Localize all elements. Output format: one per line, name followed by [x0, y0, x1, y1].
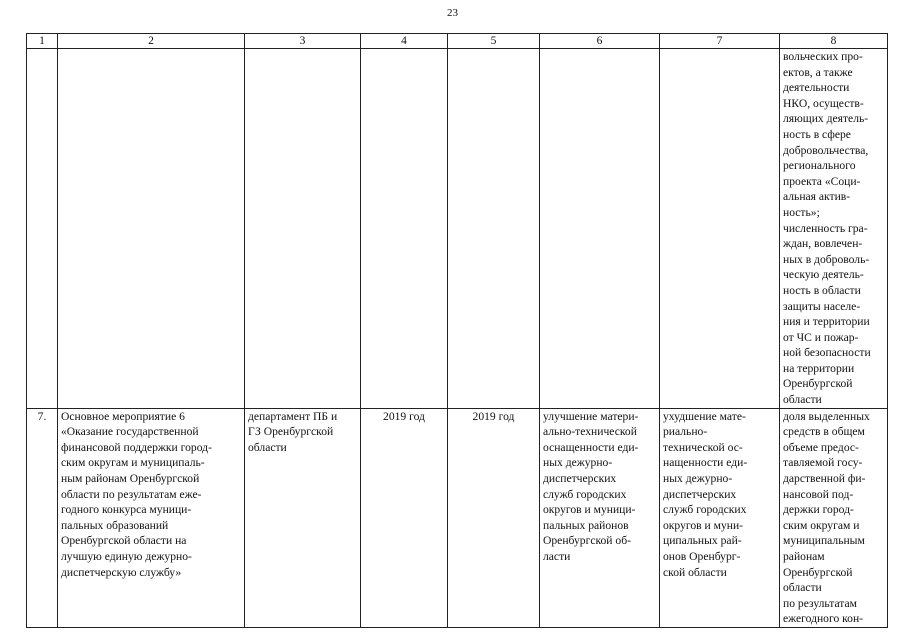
column-header-2: 2 [58, 34, 245, 49]
table-row [27, 408, 888, 627]
start-year-cell [361, 49, 448, 409]
measure-name-cell [58, 49, 245, 409]
column-header-4: 4 [361, 34, 448, 49]
row-number-cell [27, 49, 58, 409]
indicator-cell: вольческих про- ектов, а также деятельности НКО, осуществ- ляющих деятель- ность в сфере добровольчества, регионального проекта «Соци- альная актив- ность»; численность гра- ждан, вовлечен- ных в доброволь- ческую деятель- ность в области защиты населе- ния и территории от ЧС и пожар- ной безопасности на территории Оренбургской области [780, 49, 888, 409]
column-header-3: 3 [245, 34, 361, 49]
expected-result-cell [540, 49, 660, 409]
consequences-cell: ухудшение мате- риально- технической ос- нащенности еди- ных дежурно- диспетчерских служб городских округов и муни- ципальных рай- онов Оренбург- ской области [660, 408, 780, 627]
end-year-cell [448, 49, 540, 409]
column-header-1: 1 [27, 34, 58, 49]
responsible-cell: департамент ПБ и ГЗ Оренбургской области [245, 408, 361, 627]
consequences-cell [660, 49, 780, 409]
page-number: 23 [447, 7, 458, 19]
column-header-8: 8 [780, 34, 888, 49]
start-year-cell: 2019 год [361, 408, 448, 627]
expected-result-cell: улучшение матери- ально-технической оснащенности еди- ных дежурно- диспетчерских служб городских округов и муници- пальных районов Оренбургской об- ласти [540, 408, 660, 627]
column-header-7: 7 [660, 34, 780, 49]
measure-name-cell: Основное мероприятие 6 «Оказание государственной финансовой поддержки город- ским округам и муниципаль- ным районам Оренбургской области по результатам еже- годного конкурса муници- пальных образований Оренбургской области на лучшую единую дежурно- диспетчерскую службу» [58, 408, 245, 627]
header-row [27, 34, 888, 49]
indicator-cell: доля выделенных средств в общем объеме предос- тавляемой госу- дарственной фи- нансовой под- держки город- ским округам и муниципальным районам Оренбургской области по результатам ежегодного кон- [780, 408, 888, 627]
measures-table [26, 33, 888, 628]
row-number-cell: 7. [27, 408, 58, 627]
column-header-6: 6 [540, 34, 660, 49]
end-year-cell: 2019 год [448, 408, 540, 627]
responsible-cell [245, 49, 361, 409]
column-header-5: 5 [448, 34, 540, 49]
table-row [27, 49, 888, 409]
